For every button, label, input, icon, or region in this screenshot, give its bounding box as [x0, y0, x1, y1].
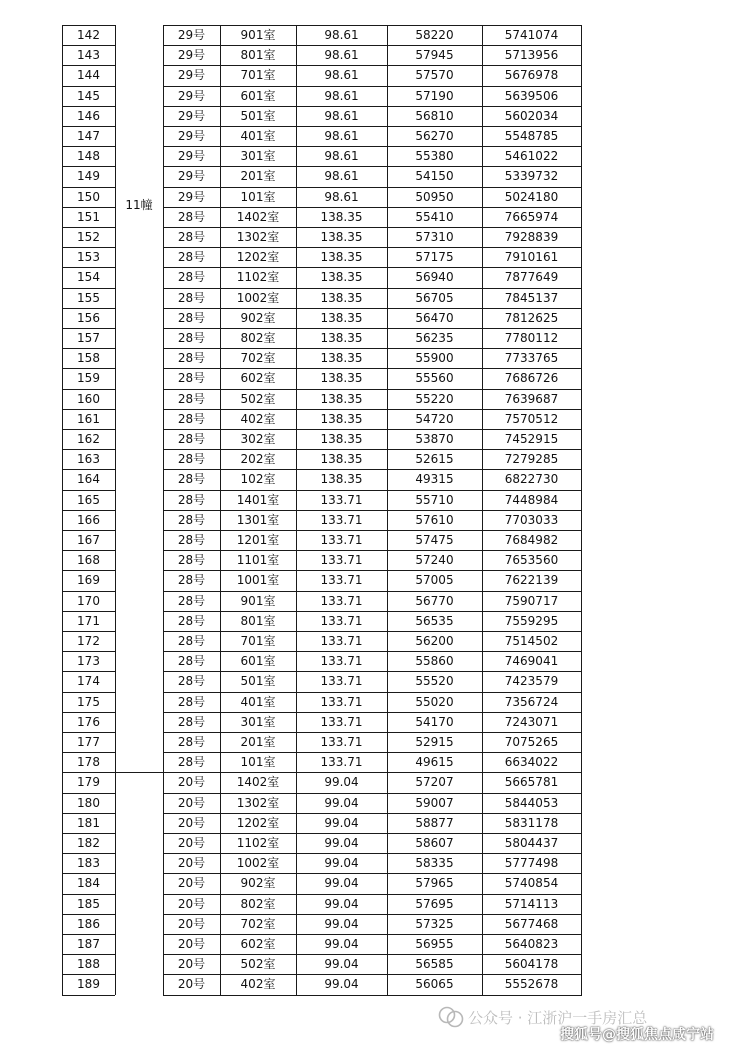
- row-number-cell: 167: [77, 533, 100, 547]
- unit-price-cell: 56705: [415, 290, 454, 305]
- room-number-cell: 902室: [240, 310, 276, 325]
- total-price-cell: 5676978: [504, 68, 559, 83]
- unit-number-cell: 20号: [177, 836, 206, 850]
- room-number-cell: 502室: [240, 391, 276, 406]
- area-cell: 99.04: [324, 795, 359, 810]
- total-price-cell: 5777498: [504, 856, 559, 871]
- area-cell: 133.71: [320, 573, 363, 588]
- unit-number-cell: 28号: [177, 331, 206, 345]
- room-number-cell: 902室: [240, 876, 276, 891]
- row-number-cell: 154: [77, 270, 100, 285]
- row-divider-left: [62, 995, 115, 996]
- total-price-cell: 7570512: [504, 411, 559, 426]
- row-number-cell: 151: [77, 209, 100, 224]
- unit-number-cell: 28号: [177, 714, 206, 729]
- row-number-cell: 145: [77, 88, 100, 103]
- unit-price-cell: 56940: [415, 270, 454, 285]
- unit-price-cell: 57325: [415, 916, 454, 931]
- row-number-cell: 172: [77, 634, 100, 648]
- area-cell: 138.35: [320, 371, 363, 386]
- area-cell: 133.71: [320, 593, 363, 608]
- unit-number-cell: 28号: [177, 351, 206, 366]
- row-number-cell: 156: [77, 310, 100, 325]
- total-price-cell: 5602034: [504, 108, 559, 123]
- row-number-cell: 142: [77, 28, 100, 42]
- row-number-cell: 149: [77, 169, 100, 184]
- unit-price-cell: 58877: [415, 815, 454, 830]
- unit-price-cell: 52915: [415, 735, 454, 749]
- unit-number-cell: 20号: [177, 937, 206, 951]
- room-number-cell: 1402室: [236, 209, 280, 224]
- room-number-cell: 402室: [240, 977, 276, 992]
- area-cell: 98.61: [324, 129, 359, 143]
- row-number-cell: 147: [77, 129, 100, 143]
- row-number-cell: 155: [77, 290, 100, 305]
- unit-number-cell: 28号: [177, 533, 206, 547]
- watermark-channel-text: 公众号 · 江浙沪一手房汇总: [468, 1009, 648, 1027]
- unit-number-cell: 28号: [177, 492, 206, 507]
- row-number-cell: 168: [77, 553, 100, 568]
- unit-number-cell: 28号: [177, 512, 206, 527]
- room-number-cell: 301室: [240, 149, 276, 164]
- unit-number-cell: 28号: [177, 290, 206, 305]
- unit-number-cell: 28号: [177, 654, 206, 669]
- area-cell: 99.04: [324, 977, 359, 992]
- area-cell: 138.35: [320, 230, 363, 244]
- unit-number-cell: 28号: [177, 593, 206, 608]
- room-number-cell: 901室: [240, 28, 276, 42]
- row-number-cell: 164: [77, 472, 100, 487]
- unit-price-cell: 57175: [415, 250, 454, 265]
- room-number-cell: 501室: [240, 108, 276, 123]
- area-cell: 133.71: [320, 492, 363, 507]
- unit-number-cell: 28号: [177, 371, 206, 386]
- area-cell: 138.35: [320, 209, 363, 224]
- column-divider: [115, 25, 116, 995]
- room-number-cell: 1402室: [236, 775, 280, 790]
- area-cell: 138.35: [320, 250, 363, 265]
- unit-number-cell: 20号: [177, 896, 206, 911]
- unit-price-cell: 56770: [415, 593, 454, 608]
- row-number-cell: 161: [77, 411, 100, 426]
- row-number-cell: 159: [77, 371, 100, 386]
- area-cell: 98.61: [324, 68, 359, 83]
- unit-price-cell: 56270: [415, 129, 454, 143]
- total-price-cell: 5639506: [504, 88, 559, 103]
- unit-price-cell: 56535: [415, 613, 454, 628]
- area-cell: 133.71: [320, 654, 363, 669]
- row-number-cell: 175: [77, 694, 100, 709]
- unit-price-cell: 57190: [415, 88, 454, 103]
- unit-number-cell: 28号: [177, 230, 206, 244]
- area-cell: 138.35: [320, 290, 363, 305]
- unit-price-cell: 49615: [415, 755, 454, 770]
- unit-number-cell: 28号: [177, 452, 206, 467]
- total-price-cell: 7703033: [504, 512, 559, 527]
- total-price-cell: 7469041: [504, 654, 559, 669]
- room-number-cell: 302室: [240, 432, 276, 446]
- row-number-cell: 160: [77, 391, 100, 406]
- unit-price-cell: 57570: [415, 68, 454, 83]
- row-number-cell: 181: [77, 815, 100, 830]
- area-cell: 99.04: [324, 856, 359, 871]
- unit-price-cell: 59007: [415, 795, 454, 810]
- area-cell: 138.35: [320, 351, 363, 366]
- total-price-cell: 7356724: [504, 694, 559, 709]
- unit-number-cell: 28号: [177, 270, 206, 285]
- room-number-cell: 802室: [240, 331, 276, 345]
- row-number-cell: 186: [77, 916, 100, 931]
- room-number-cell: 101室: [240, 189, 276, 204]
- total-price-cell: 7910161: [504, 250, 559, 265]
- unit-price-cell: 56955: [415, 937, 454, 951]
- unit-number-cell: 28号: [177, 735, 206, 749]
- area-cell: 138.35: [320, 452, 363, 467]
- total-price-cell: 5677468: [504, 916, 559, 931]
- row-number-cell: 166: [77, 512, 100, 527]
- area-cell: 99.04: [324, 876, 359, 891]
- unit-number-cell: 28号: [177, 411, 206, 426]
- unit-price-cell: 56470: [415, 310, 454, 325]
- unit-price-cell: 50950: [415, 189, 454, 204]
- area-cell: 138.35: [320, 391, 363, 406]
- building-label: 11幢: [125, 197, 153, 212]
- total-price-cell: 5740854: [504, 876, 559, 891]
- unit-number-cell: 29号: [177, 68, 206, 83]
- unit-price-cell: 57945: [415, 48, 454, 63]
- unit-price-cell: 56065: [415, 977, 454, 992]
- room-number-cell: 402室: [240, 411, 276, 426]
- total-price-cell: 5640823: [504, 937, 559, 951]
- row-number-cell: 188: [77, 957, 100, 972]
- row-number-cell: 184: [77, 876, 100, 891]
- area-cell: 138.35: [320, 432, 363, 446]
- total-price-cell: 7448984: [504, 492, 559, 507]
- area-cell: 99.04: [324, 815, 359, 830]
- row-divider: [163, 995, 582, 996]
- unit-number-cell: 28号: [177, 209, 206, 224]
- room-number-cell: 1301室: [236, 512, 280, 527]
- unit-price-cell: 58607: [415, 836, 454, 850]
- unit-price-cell: 57005: [415, 573, 454, 588]
- unit-price-cell: 57610: [415, 512, 454, 527]
- area-cell: 99.04: [324, 836, 359, 850]
- room-number-cell: 702室: [240, 916, 276, 931]
- room-number-cell: 1001室: [236, 573, 280, 588]
- total-price-cell: 7928839: [504, 230, 559, 244]
- room-number-cell: 401室: [240, 129, 276, 143]
- total-price-cell: 7665974: [504, 209, 559, 224]
- row-number-cell: 185: [77, 896, 100, 911]
- area-cell: 138.35: [320, 411, 363, 426]
- area-cell: 99.04: [324, 896, 359, 911]
- total-price-cell: 7559295: [504, 613, 559, 628]
- row-number-cell: 178: [77, 755, 100, 770]
- area-cell: 133.71: [320, 735, 363, 749]
- area-cell: 98.61: [324, 88, 359, 103]
- wechat-channel-icon: [438, 1006, 464, 1028]
- row-number-cell: 182: [77, 836, 100, 850]
- area-cell: 138.35: [320, 310, 363, 325]
- row-number-cell: 153: [77, 250, 100, 265]
- total-price-cell: 7653560: [504, 553, 559, 568]
- total-price-cell: 7423579: [504, 674, 559, 689]
- room-number-cell: 101室: [240, 755, 276, 770]
- total-price-cell: 5339732: [504, 169, 559, 184]
- unit-number-cell: 29号: [177, 129, 206, 143]
- area-cell: 98.61: [324, 108, 359, 123]
- unit-number-cell: 29号: [177, 169, 206, 184]
- unit-price-cell: 52615: [415, 452, 454, 467]
- total-price-cell: 5713956: [504, 48, 559, 63]
- area-cell: 99.04: [324, 937, 359, 951]
- total-price-cell: 7622139: [504, 573, 559, 588]
- area-cell: 99.04: [324, 957, 359, 972]
- room-number-cell: 602室: [240, 937, 276, 951]
- row-number-cell: 146: [77, 108, 100, 123]
- unit-number-cell: 28号: [177, 573, 206, 588]
- room-number-cell: 702室: [240, 351, 276, 366]
- unit-price-cell: 55520: [415, 674, 454, 689]
- room-number-cell: 802室: [240, 896, 276, 911]
- area-cell: 99.04: [324, 916, 359, 931]
- area-cell: 133.71: [320, 714, 363, 729]
- total-price-cell: 5548785: [504, 129, 559, 143]
- unit-number-cell: 28号: [177, 553, 206, 568]
- row-number-cell: 163: [77, 452, 100, 467]
- room-number-cell: 1302室: [236, 230, 280, 244]
- unit-price-cell: 56810: [415, 108, 454, 123]
- unit-price-cell: 57207: [415, 775, 454, 790]
- unit-number-cell: 20号: [177, 977, 206, 992]
- row-number-cell: 179: [77, 775, 100, 790]
- unit-price-cell: 55560: [415, 371, 454, 386]
- room-number-cell: 901室: [240, 593, 276, 608]
- unit-number-cell: 28号: [177, 674, 206, 689]
- unit-price-cell: 56200: [415, 634, 454, 648]
- unit-number-cell: 29号: [177, 189, 206, 204]
- room-number-cell: 1101室: [236, 553, 280, 568]
- row-number-cell: 144: [77, 68, 100, 83]
- room-number-cell: 1002室: [236, 290, 280, 305]
- room-number-cell: 1102室: [236, 270, 280, 285]
- row-number-cell: 177: [77, 735, 100, 749]
- room-number-cell: 1401室: [236, 492, 280, 507]
- row-number-cell: 171: [77, 613, 100, 628]
- unit-number-cell: 20号: [177, 957, 206, 972]
- room-number-cell: 1202室: [236, 815, 280, 830]
- room-number-cell: 1102室: [236, 836, 280, 850]
- area-cell: 98.61: [324, 169, 359, 184]
- unit-number-cell: 28号: [177, 310, 206, 325]
- unit-number-cell: 29号: [177, 88, 206, 103]
- unit-price-cell: 57965: [415, 876, 454, 891]
- row-number-cell: 150: [77, 189, 100, 204]
- total-price-cell: 7590717: [504, 593, 559, 608]
- total-price-cell: 5024180: [504, 189, 559, 204]
- area-cell: 98.61: [324, 189, 359, 204]
- total-price-cell: 5604178: [504, 957, 559, 972]
- unit-number-cell: 20号: [177, 815, 206, 830]
- unit-number-cell: 29号: [177, 28, 206, 42]
- unit-number-cell: 20号: [177, 775, 206, 790]
- unit-price-cell: 56585: [415, 957, 454, 972]
- unit-price-cell: 57475: [415, 533, 454, 547]
- area-cell: 133.71: [320, 613, 363, 628]
- unit-price-cell: 57310: [415, 230, 454, 244]
- area-cell: 133.71: [320, 553, 363, 568]
- unit-price-cell: 57240: [415, 553, 454, 568]
- total-price-cell: 7780112: [504, 331, 559, 345]
- room-number-cell: 201室: [240, 169, 276, 184]
- row-number-cell: 174: [77, 674, 100, 689]
- unit-number-cell: 28号: [177, 250, 206, 265]
- area-cell: 133.71: [320, 533, 363, 547]
- area-cell: 99.04: [324, 775, 359, 790]
- total-price-cell: 7845137: [504, 290, 559, 305]
- unit-number-cell: 29号: [177, 48, 206, 63]
- area-cell: 98.61: [324, 28, 359, 42]
- room-number-cell: 1202室: [236, 250, 280, 265]
- unit-number-cell: 20号: [177, 916, 206, 931]
- area-cell: 98.61: [324, 149, 359, 164]
- area-cell: 133.71: [320, 755, 363, 770]
- unit-price-cell: 54150: [415, 169, 454, 184]
- total-price-cell: 7279285: [504, 452, 559, 467]
- total-price-cell: 5461022: [504, 149, 559, 164]
- total-price-cell: 7639687: [504, 391, 559, 406]
- unit-price-cell: 58335: [415, 856, 454, 871]
- unit-number-cell: 29号: [177, 149, 206, 164]
- unit-number-cell: 20号: [177, 856, 206, 871]
- total-price-cell: 5804437: [504, 836, 559, 850]
- row-number-cell: 176: [77, 714, 100, 729]
- total-price-cell: 7877649: [504, 270, 559, 285]
- total-price-cell: 6634022: [504, 755, 559, 770]
- row-number-cell: 148: [77, 149, 100, 164]
- total-price-cell: 7075265: [504, 735, 559, 749]
- area-cell: 133.71: [320, 634, 363, 648]
- row-number-cell: 183: [77, 856, 100, 871]
- row-number-cell: 158: [77, 351, 100, 366]
- unit-number-cell: 28号: [177, 472, 206, 487]
- row-number-cell: 173: [77, 654, 100, 669]
- total-price-cell: 6822730: [504, 472, 559, 487]
- unit-price-cell: 55900: [415, 351, 454, 366]
- building-group-divider: [115, 772, 163, 773]
- row-number-cell: 180: [77, 795, 100, 810]
- unit-price-cell: 49315: [415, 472, 454, 487]
- area-cell: 138.35: [320, 270, 363, 285]
- unit-price-cell: 56235: [415, 331, 454, 345]
- unit-price-cell: 55220: [415, 391, 454, 406]
- row-number-cell: 187: [77, 937, 100, 951]
- total-price-cell: 5714113: [504, 896, 559, 911]
- unit-number-cell: 20号: [177, 876, 206, 891]
- total-price-cell: 7243071: [504, 714, 559, 729]
- room-number-cell: 301室: [240, 714, 276, 729]
- total-price-cell: 7684982: [504, 533, 559, 547]
- unit-number-cell: 28号: [177, 391, 206, 406]
- row-number-cell: 152: [77, 230, 100, 244]
- room-number-cell: 501室: [240, 674, 276, 689]
- watermark-source-text: 搜狐号@搜狐焦点咸宁站: [560, 1027, 714, 1043]
- room-number-cell: 1002室: [236, 856, 280, 871]
- total-price-cell: 7452915: [504, 432, 559, 446]
- unit-price-cell: 55380: [415, 149, 454, 164]
- row-number-cell: 162: [77, 432, 100, 446]
- room-number-cell: 1302室: [236, 795, 280, 810]
- total-price-cell: 7514502: [504, 634, 559, 648]
- unit-number-cell: 28号: [177, 755, 206, 770]
- total-price-cell: 7812625: [504, 310, 559, 325]
- room-number-cell: 1201室: [236, 533, 280, 547]
- total-price-cell: 5831178: [504, 815, 559, 830]
- total-price-cell: 7686726: [504, 371, 559, 386]
- room-number-cell: 502室: [240, 957, 276, 972]
- area-cell: 98.61: [324, 48, 359, 63]
- unit-price-cell: 53870: [415, 432, 454, 446]
- unit-price-cell: 55710: [415, 492, 454, 507]
- unit-price-cell: 55410: [415, 209, 454, 224]
- unit-price-cell: 55020: [415, 694, 454, 709]
- unit-number-cell: 28号: [177, 694, 206, 709]
- unit-number-cell: 28号: [177, 613, 206, 628]
- row-number-cell: 170: [77, 593, 100, 608]
- unit-number-cell: 20号: [177, 795, 206, 810]
- unit-number-cell: 28号: [177, 634, 206, 648]
- area-cell: 138.35: [320, 331, 363, 345]
- total-price-cell: 5665781: [504, 775, 559, 790]
- unit-price-cell: 54170: [415, 714, 454, 729]
- room-number-cell: 801室: [240, 48, 276, 63]
- row-number-cell: 143: [77, 48, 100, 63]
- total-price-cell: 5741074: [504, 28, 559, 42]
- unit-price-cell: 55860: [415, 654, 454, 669]
- unit-number-cell: 28号: [177, 432, 206, 446]
- unit-price-cell: 57695: [415, 896, 454, 911]
- room-number-cell: 801室: [240, 613, 276, 628]
- unit-price-cell: 58220: [415, 28, 454, 42]
- room-number-cell: 602室: [240, 371, 276, 386]
- room-number-cell: 201室: [240, 735, 276, 749]
- row-number-cell: 157: [77, 331, 100, 345]
- row-number-cell: 165: [77, 492, 100, 507]
- room-number-cell: 202室: [240, 452, 276, 467]
- room-number-cell: 102室: [240, 472, 276, 487]
- total-price-cell: 5552678: [504, 977, 559, 992]
- unit-price-cell: 54720: [415, 411, 454, 426]
- area-cell: 138.35: [320, 472, 363, 487]
- total-price-cell: 7733765: [504, 351, 559, 366]
- room-number-cell: 601室: [240, 88, 276, 103]
- area-cell: 133.71: [320, 674, 363, 689]
- room-number-cell: 701室: [240, 634, 276, 648]
- room-number-cell: 701室: [240, 68, 276, 83]
- area-cell: 133.71: [320, 512, 363, 527]
- row-number-cell: 169: [77, 573, 100, 588]
- area-cell: 133.71: [320, 694, 363, 709]
- row-number-cell: 189: [77, 977, 100, 992]
- room-number-cell: 401室: [240, 694, 276, 709]
- room-number-cell: 601室: [240, 654, 276, 669]
- unit-number-cell: 29号: [177, 108, 206, 123]
- total-price-cell: 5844053: [504, 795, 559, 810]
